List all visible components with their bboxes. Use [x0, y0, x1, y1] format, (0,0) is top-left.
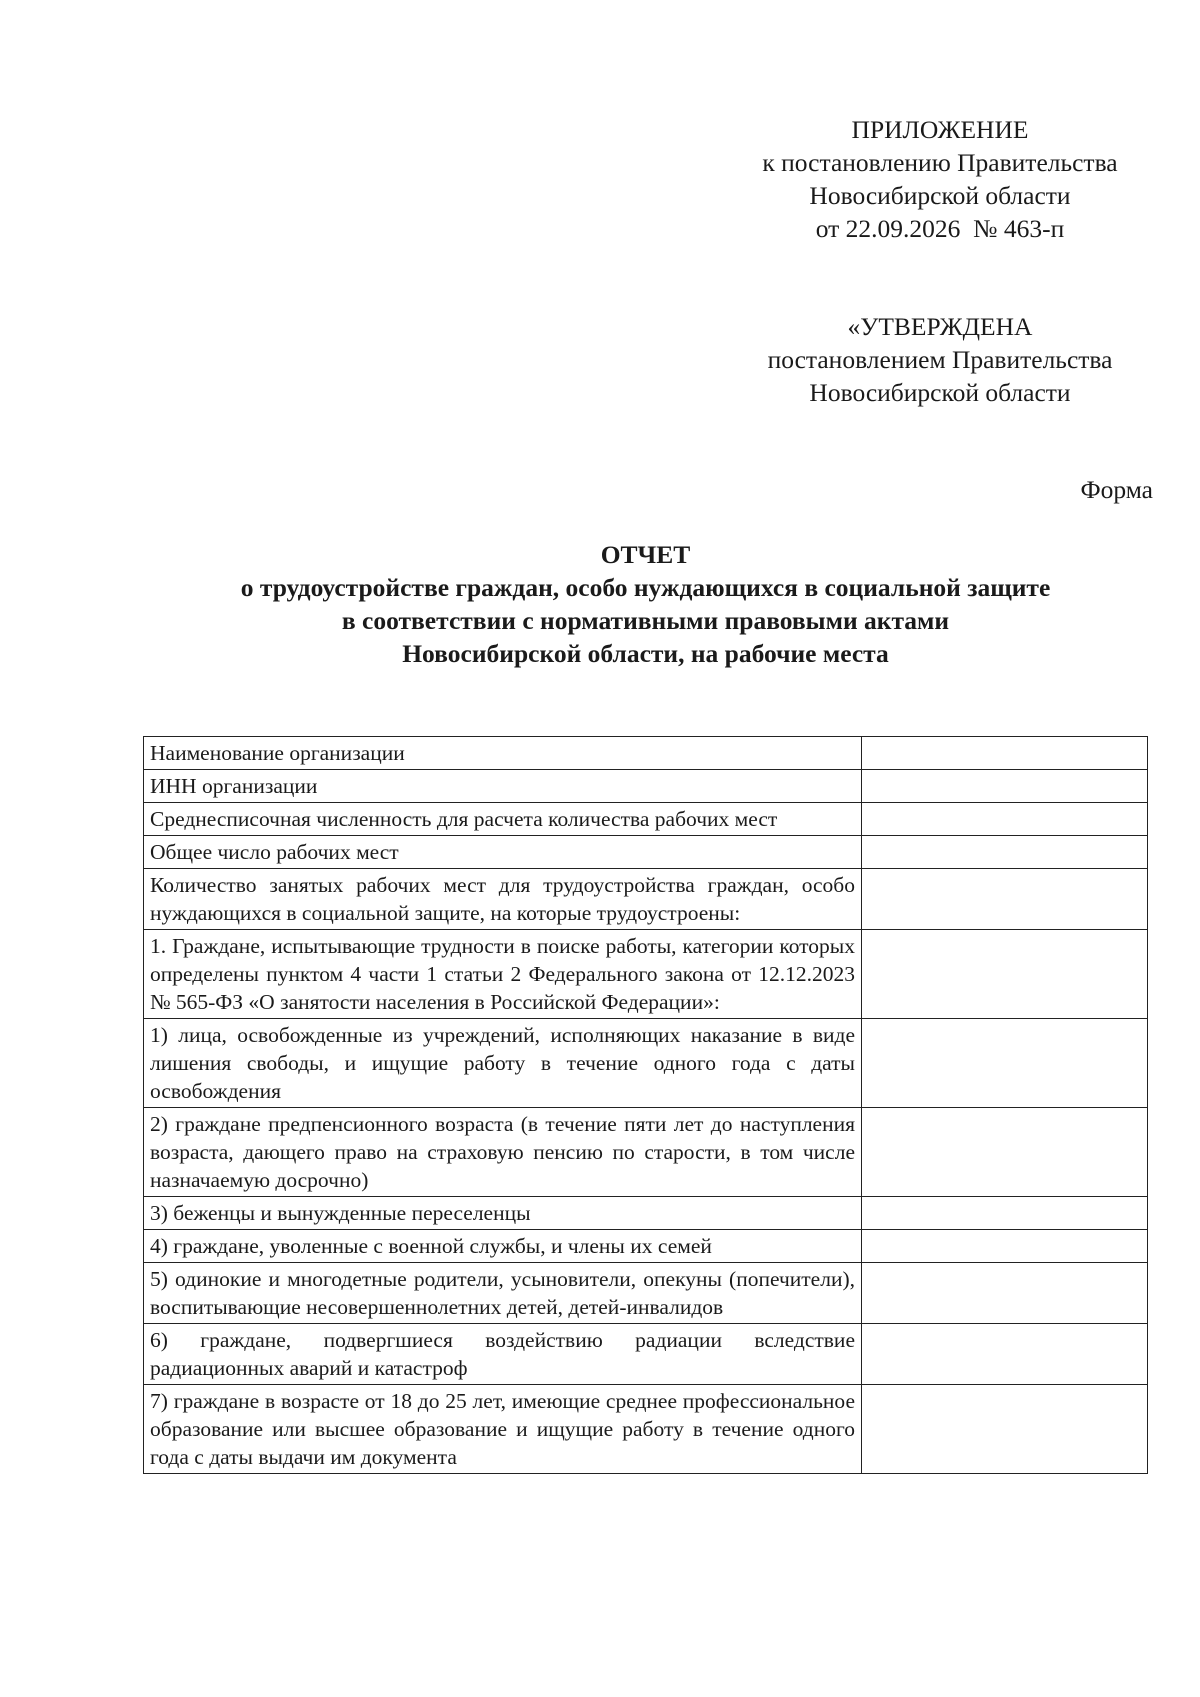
report-table — [143, 736, 1148, 1474]
row-value-cell[interactable] — [862, 1324, 1148, 1385]
row-value-cell[interactable] — [862, 930, 1148, 1019]
row-label: Общее число рабочих мест — [144, 836, 862, 869]
row-label: 1) лица, освобожденные из учреждений, исполняющих наказание в виде лишения свободы, и ищущие работу в течение одного года с даты освобождения — [144, 1019, 862, 1108]
table-row — [144, 1019, 1148, 1108]
row-label: 2) граждане предпенсионного возраста (в течение пяти лет до наступления возраста, дающего право на страховую пенсию по старости, в том числе назначаемую досрочно) — [144, 1108, 862, 1197]
table-row — [144, 930, 1148, 1019]
appendix-block — [700, 113, 1180, 245]
row-value-cell[interactable] — [862, 1108, 1148, 1197]
row-label: 6) граждане, подвергшиеся воздействию радиации вследствие радиационных аварий и катастроф — [144, 1324, 862, 1385]
table-row — [144, 1385, 1148, 1474]
row-value-cell[interactable] — [862, 737, 1148, 770]
table-row — [144, 1230, 1148, 1263]
table-row — [144, 1108, 1148, 1197]
row-label: 4) граждане, уволенные с военной службы, и члены их семей — [144, 1230, 862, 1263]
form-label: Форма — [1080, 475, 1153, 504]
row-label: Количество занятых рабочих мест для трудоустройства граждан, особо нуждающихся в социальной защите, на которые трудоустроены: — [144, 869, 862, 930]
row-label: 7) граждане в возрасте от 18 до 25 лет, имеющие среднее профессиональное образование или высшее образование и ищущие работу в течение одного года с даты выдачи им документа — [144, 1385, 862, 1474]
appendix-date-number: от 22.09.2026 № 463-п — [815, 214, 1065, 243]
table-row — [144, 737, 1148, 770]
report-title-line-3: в соответствии с нормативными правовыми актами — [341, 606, 950, 635]
row-value-cell[interactable] — [862, 869, 1148, 930]
report-title-line-2: о трудоустройстве граждан, особо нуждающихся в социальной защите — [240, 573, 1051, 602]
approved-title: «УТВЕРЖДЕНА — [847, 312, 1033, 341]
table-row — [144, 869, 1148, 930]
row-label: 5) одинокие и многодетные родители, усыновители, опекуны (попечители), воспитывающие несовершеннолетних детей, детей-инвалидов — [144, 1263, 862, 1324]
table-row — [144, 770, 1148, 803]
table-row — [144, 1197, 1148, 1230]
row-label: 1. Граждане, испытывающие трудности в поиске работы, категории которых определены пунктом 4 части 1 статьи 2 Федерального закона от 12.12.2023 № 565-ФЗ «О занятости населения в Российской Федерации»: — [144, 930, 862, 1019]
approved-resolution: постановлением Правительства — [767, 345, 1113, 374]
report-title — [143, 538, 1148, 670]
row-label: Среднесписочная численность для расчета количества рабочих мест — [144, 803, 862, 836]
row-value-cell[interactable] — [862, 1197, 1148, 1230]
table-row — [144, 836, 1148, 869]
row-value-cell[interactable] — [862, 1263, 1148, 1324]
appendix-region: Новосибирской области — [809, 181, 1071, 210]
row-label: Наименование организации — [144, 737, 862, 770]
approved-region: Новосибирской области — [809, 378, 1071, 407]
report-title-line-1: ОТЧЕТ — [600, 540, 691, 569]
row-value-cell[interactable] — [862, 1230, 1148, 1263]
table-row — [144, 803, 1148, 836]
row-value-cell[interactable] — [862, 1385, 1148, 1474]
approved-block — [700, 310, 1180, 409]
row-value-cell[interactable] — [862, 770, 1148, 803]
row-label: 3) беженцы и вынужденные переселенцы — [144, 1197, 862, 1230]
row-label: ИНН организации — [144, 770, 862, 803]
row-value-cell[interactable] — [862, 1019, 1148, 1108]
report-title-line-4: Новосибирской области, на рабочие места — [402, 639, 889, 668]
table-row — [144, 1263, 1148, 1324]
appendix-title: ПРИЛОЖЕНИЕ — [851, 115, 1029, 144]
row-value-cell[interactable] — [862, 836, 1148, 869]
table-row — [144, 1324, 1148, 1385]
row-value-cell[interactable] — [862, 803, 1148, 836]
appendix-resolution: к постановлению Правительства — [762, 148, 1118, 177]
